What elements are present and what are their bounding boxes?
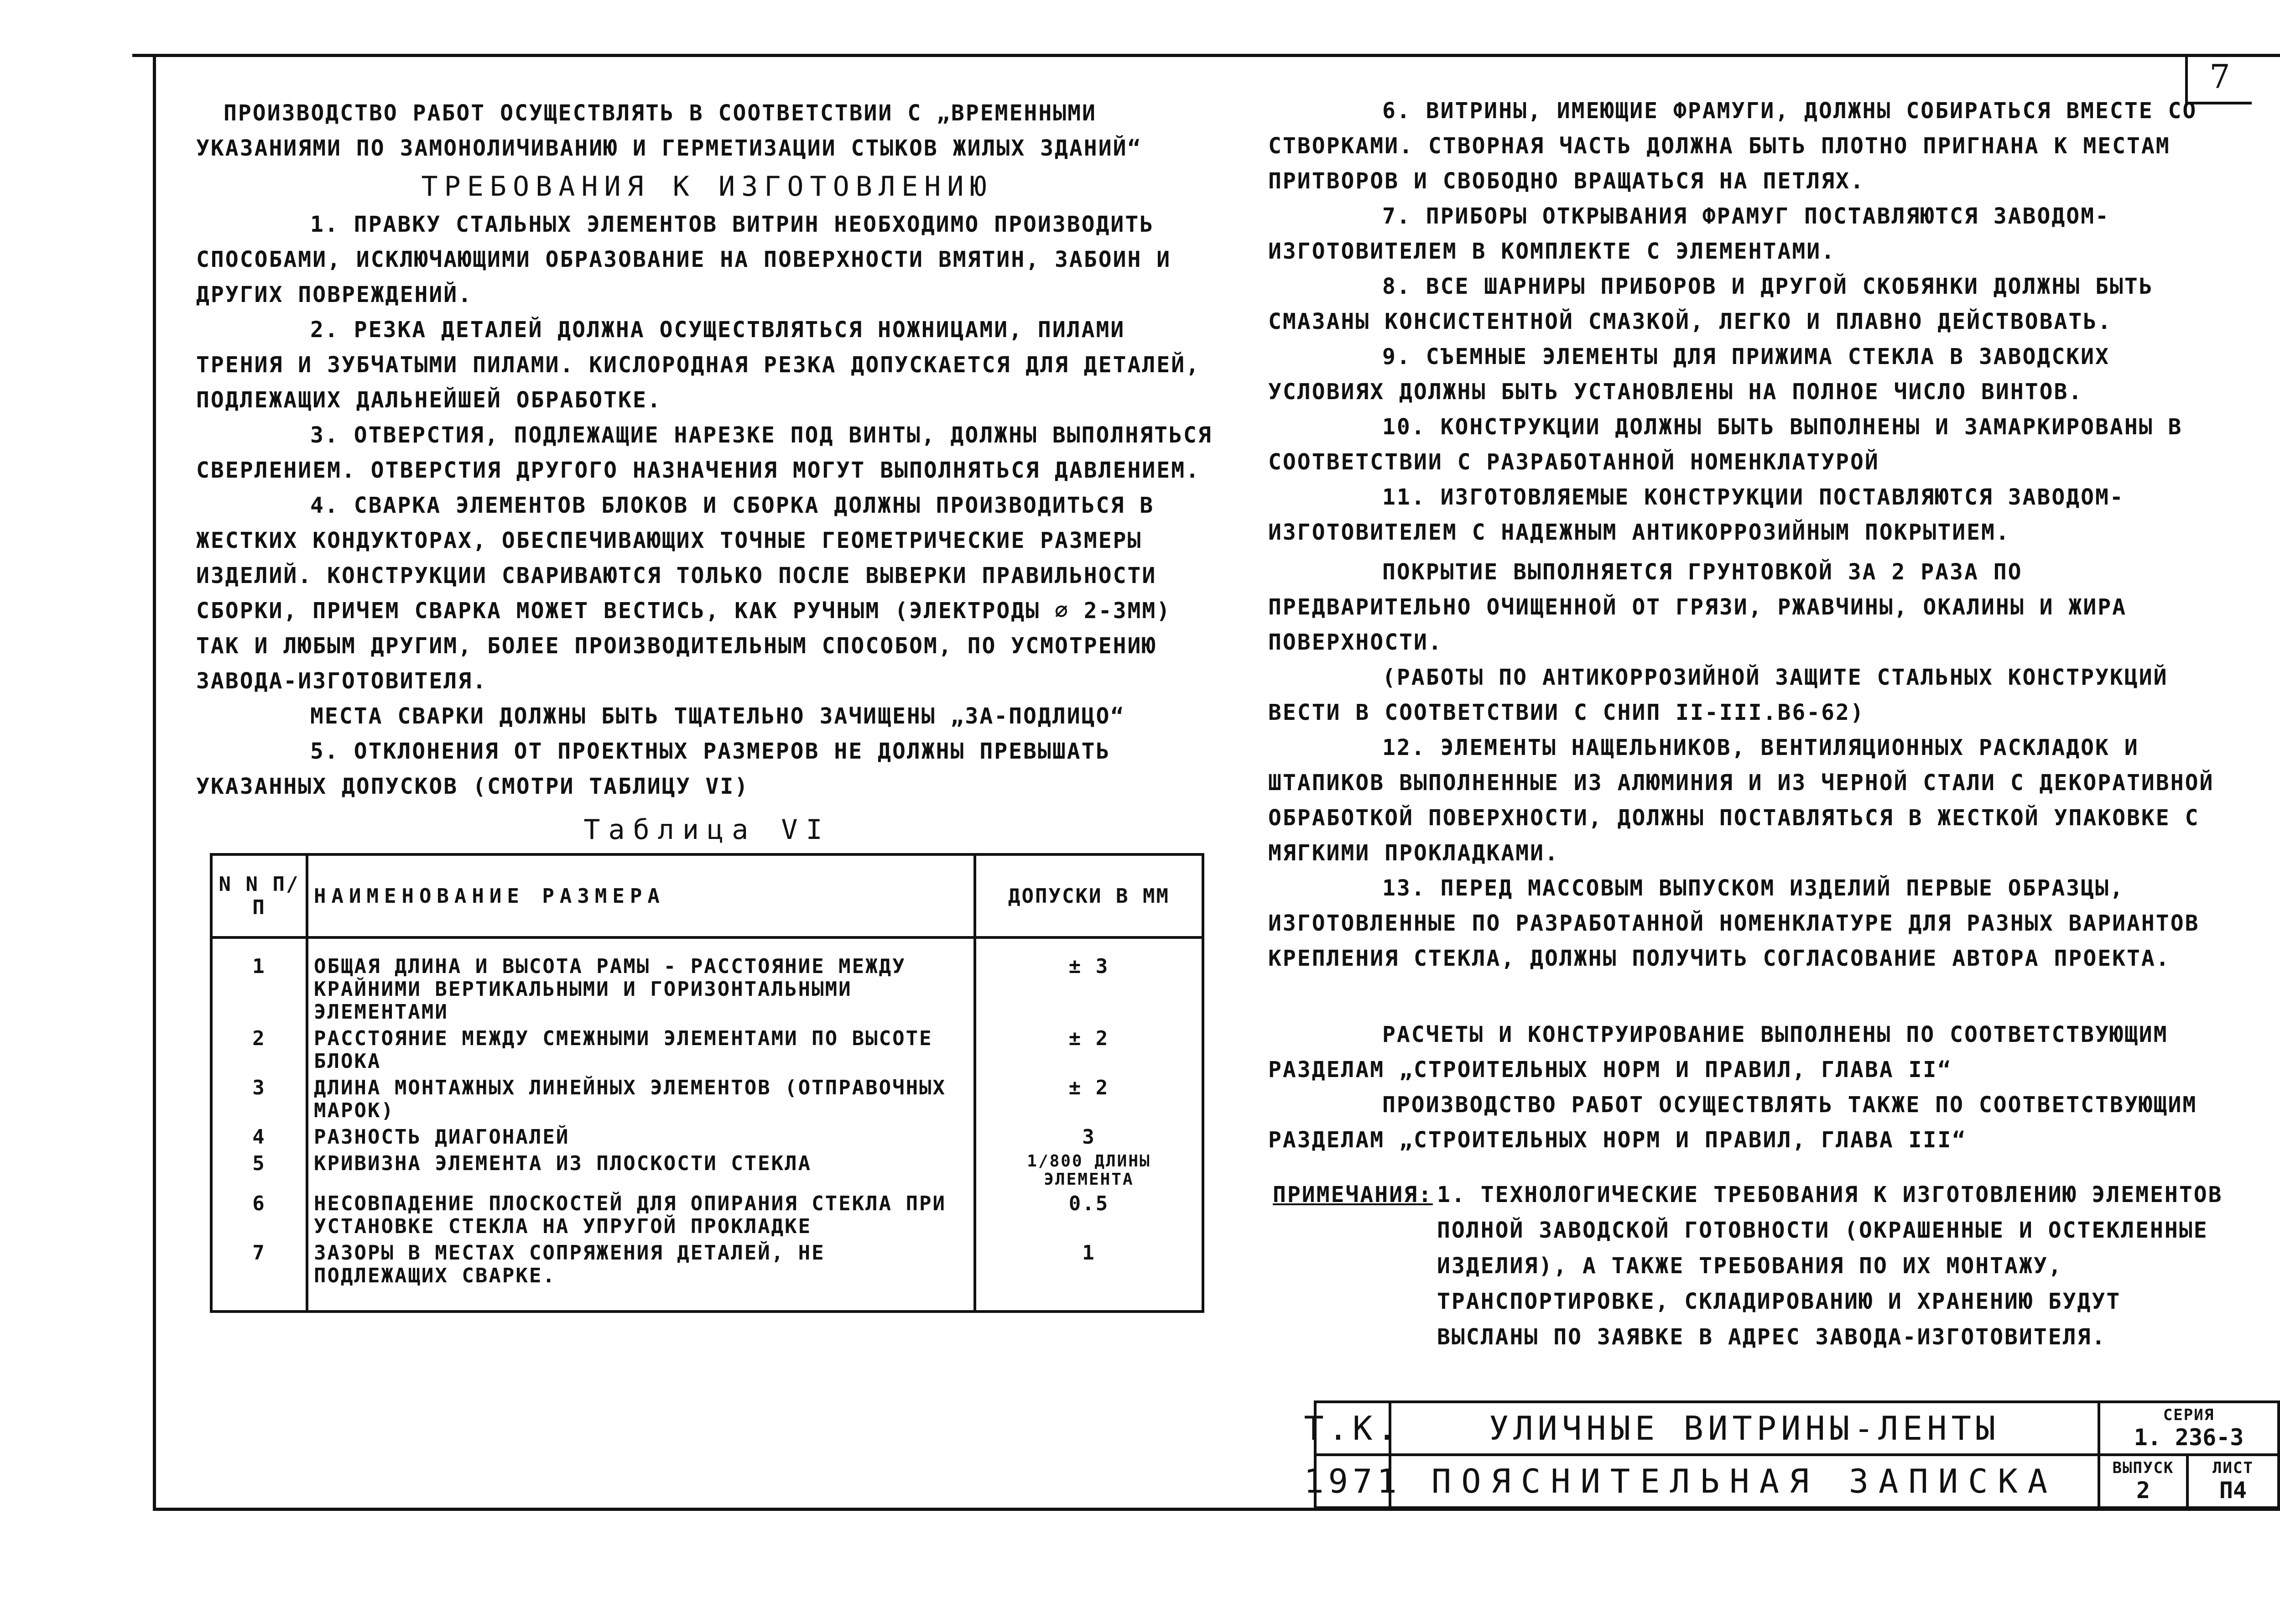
series-cell	[2098, 1400, 2280, 1456]
page-number: 7	[2185, 54, 2252, 104]
row-name: ЗАЗОРЫ В МЕСТАХ СОПРЯЖЕНИЯ ДЕТАЛЕЙ, НЕ ПОДЛЕЖАЩИХ СВАРКЕ.	[307, 1240, 975, 1312]
row-number: 7	[211, 1240, 307, 1312]
requirement-item: 2. РЕЗКА ДЕТАЛЕЙ ДОЛЖНА ОСУЩЕСТВЛЯТЬСЯ НОЖНИЦАМИ, ПИЛАМИ ТРЕНИЯ И ЗУБЧАТЫМИ ПИЛАМИ. КИСЛОРОДНАЯ РЕЗКА ДОПУСКАЕТСЯ ДЛЯ ДЕТАЛЕЙ, ПОДЛЕЖАЩИХ ДАЛЬНЕЙШЕЙ ОБРАБОТКЕ.	[196, 317, 1200, 413]
requirement-item: 9. СЪЕМНЫЕ ЭЛЕМЕНТЫ ДЛЯ ПРИЖИМА СТЕКЛА В ЗАВОДСКИХ УСЛОВИЯХ ДОЛЖНЫ БЫТЬ УСТАНОВЛЕНЫ НА ПОЛНОЕ ЧИСЛО ВИНТОВ.	[1268, 344, 2110, 405]
row-name: РАССТОЯНИЕ МЕЖДУ СМЕЖНЫМИ ЭЛЕМЕНТАМИ ПО ВЫСОТЕ БЛОКА	[307, 1025, 975, 1075]
series-value: 1. 236-3	[2134, 1424, 2244, 1451]
requirement-item: 7. ПРИБОРЫ ОТКРЫВАНИЯ ФРАМУГ ПОСТАВЛЯЮТСЯ ЗАВОДОМ-ИЗГОТОВИТЕЛЕМ В КОМПЛЕКТЕ С ЭЛЕМЕНТАМИ.	[1268, 203, 2110, 264]
row-number: 2	[211, 1025, 307, 1075]
row-tolerance: 3	[975, 1124, 1203, 1150]
issue-value: 2	[2136, 1477, 2150, 1504]
table-row	[211, 1124, 1203, 1150]
left-column	[196, 96, 1218, 853]
row-tolerance: 1	[975, 1240, 1203, 1312]
table-row	[211, 937, 1203, 1025]
tolerance-table	[210, 853, 1204, 1313]
sheet-value: П4	[2219, 1477, 2247, 1504]
coating-paragraph: ПОКРЫТИЕ ВЫПОЛНЯЕТСЯ ГРУНТОВКОЙ ЗА 2 РАЗА ПО ПРЕДВАРИТЕЛЬНО ОЧИЩЕННОЙ ОТ ГРЯЗИ, РЖАВЧИНЫ, ОКАЛИНЫ И ЖИРА ПОВЕРХНОСТИ.	[1268, 559, 2127, 655]
row-name: РАЗНОСТЬ ДИАГОНАЛЕЙ	[307, 1124, 975, 1150]
right-column	[1268, 94, 2231, 1158]
issue-label: ВЫПУСК	[2112, 1459, 2174, 1477]
requirement-item: 13. ПЕРЕД МАССОВЫМ ВЫПУСКОМ ИЗДЕЛИЙ ПЕРВЫЕ ОБРАЗЦЫ, ИЗГОТОВЛЕННЫЕ ПО РАЗРАБОТАННОЙ НОМЕНКЛАТУРЕ ДЛЯ РАЗНЫХ ВАРИАНТОВ КРЕПЛЕНИЯ СТЕКЛА, ДОЛЖНЫ ПОЛУЧИТЬ СОГЛАСОВАНИЕ АВТОРА ПРОЕКТА.	[1268, 875, 2200, 971]
snip-reference: (РАБОТЫ ПО АНТИКОРРОЗИЙНОЙ ЗАЩИТЕ СТАЛЬНЫХ КОНСТРУКЦИЙ ВЕСТИ В СООТВЕТСТВИИ С СНИП II-III.В6-62)	[1268, 665, 2168, 725]
table-row	[211, 1075, 1203, 1124]
table-row	[211, 1240, 1203, 1312]
table-row	[211, 1025, 1203, 1075]
table-header-tolerance: ДОПУСКИ В ММ	[975, 854, 1203, 937]
row-number: 6	[211, 1191, 307, 1240]
table-header-number: N N П/П	[211, 854, 307, 937]
calc-paragraph: РАСЧЕТЫ И КОНСТРУИРОВАНИЕ ВЫПОЛНЕНЫ ПО СООТВЕТСТВУЮЩИМ РАЗДЕЛАМ „СТРОИТЕЛЬНЫХ НОРМ И ПРАВИЛ, ГЛАВА II“	[1268, 1022, 2168, 1083]
row-number: 1	[211, 937, 307, 1025]
requirement-item: 10. КОНСТРУКЦИИ ДОЛЖНЫ БЫТЬ ВЫПОЛНЕНЫ И ЗАМАРКИРОВАНЫ В СООТВЕТСТВИИ С РАЗРАБОТАННОЙ НОМЕНКЛАТУРОЙ	[1268, 414, 2183, 475]
row-name: КРИВИЗНА ЭЛЕМЕНТА ИЗ ПЛОСКОСТИ СТЕКЛА	[307, 1150, 975, 1191]
notes-label: ПРИМЕЧАНИЯ:	[1273, 1182, 1433, 1208]
sheet-cell	[2186, 1453, 2280, 1509]
sheet-label: ЛИСТ	[2212, 1459, 2254, 1477]
row-tolerance: 1/800 ДЛИНЫ ЭЛЕМЕНТА	[975, 1150, 1203, 1191]
table-row	[211, 1191, 1203, 1240]
issue-cell	[2098, 1453, 2189, 1509]
row-number: 5	[211, 1150, 307, 1191]
row-tolerance: ± 2	[975, 1075, 1203, 1124]
year-cell: 1971	[1314, 1453, 1391, 1509]
requirement-item: 11. ИЗГОТОВЛЯЕМЫЕ КОНСТРУКЦИИ ПОСТАВЛЯЮТСЯ ЗАВОДОМ-ИЗГОТОВИТЕЛЕМ С НАДЕЖНЫМ АНТИКОРРОЗИЙНЫМ ПОКРЫТИЕМ.	[1268, 484, 2124, 545]
row-tolerance: ± 3	[975, 937, 1203, 1025]
requirement-item: 12. ЭЛЕМЕНТЫ НАЩЕЛЬНИКОВ, ВЕНТИЛЯЦИОННЫХ РАСКЛАДОК И ШТАПИКОВ ВЫПОЛНЕННЫЕ ИЗ АЛЮМИНИЯ И ИЗ ЧЕРНОЙ СТАЛИ С ДЕКОРАТИВНОЙ ОБРАБОТКОЙ ПОВЕРХНОСТИ, ДОЛЖНЫ ПОСТАВЛЯТЬСЯ В ЖЕСТКОЙ УПАКОВКЕ С МЯГКИМИ ПРОКЛАДКАМИ.	[1268, 735, 2214, 866]
requirement-item: 3. ОТВЕРСТИЯ, ПОДЛЕЖАЩИЕ НАРЕЗКЕ ПОД ВИНТЫ, ДОЛЖНЫ ВЫПОЛНЯТЬСЯ СВЕРЛЕНИЕМ. ОТВЕРСТИЯ ДРУГОГО НАЗНАЧЕНИЯ МОГУТ ВЫПОЛНЯТЬСЯ ДАВЛЕНИЕМ.	[196, 422, 1213, 483]
row-number: 3	[211, 1075, 307, 1124]
notes-block	[1273, 1177, 2231, 1350]
drawing-title: УЛИЧНЫЕ ВИТРИНЫ-ЛЕНТЫ	[1389, 1400, 2100, 1456]
row-tolerance: 0.5	[975, 1191, 1203, 1240]
frame-top-line	[132, 54, 2280, 57]
row-tolerance: ± 2	[975, 1025, 1203, 1075]
requirement-item: 5. ОТКЛОНЕНИЯ ОТ ПРОЕКТНЫХ РАЗМЕРОВ НЕ ДОЛЖНЫ ПРЕВЫШАТЬ УКАЗАННЫХ ДОПУСКОВ (СМОТРИ ТАБЛИЦУ VI)	[196, 739, 1111, 799]
series-label: СЕРИЯ	[2163, 1406, 2215, 1424]
table-title: Таблица VI	[583, 814, 831, 846]
row-name: ДЛИНА МОНТАЖНЫХ ЛИНЕЙНЫХ ЭЛЕМЕНТОВ (ОТПРАВОЧНЫХ МАРОК)	[307, 1075, 975, 1124]
requirement-item: 4. СВАРКА ЭЛЕМЕНТОВ БЛОКОВ И СБОРКА ДОЛЖНЫ ПРОИЗВОДИТЬСЯ В ЖЕСТКИХ КОНДУКТОРАХ, ОБЕСПЕЧИВАЮЩИХ ТОЧНЫЕ ГЕОМЕТРИЧЕСКИЕ РАЗМЕРЫ ИЗДЕЛИЙ. КОНСТРУКЦИИ СВАРИВАЮТСЯ ТОЛЬКО ПОСЛЕ ВЫВЕРКИ ПРАВИЛЬНОСТИ СБОРКИ, ПРИЧЕМ СВАРКА МОЖЕТ ВЕСТИСЬ, КАК РУЧНЫМ (ЭЛЕКТРОДЫ ⌀ 2-3ММ) ТАК И ЛЮБЫМ ДРУГИМ, БОЛЕЕ ПРОИЗВОДИТЕЛЬНЫМ СПОСОБОМ, ПО УСМОТРЕНИЮ ЗАВОДА-ИЗГОТОВИТЕЛЯ.	[196, 493, 1171, 694]
drawing-subtitle: ПОЯСНИТЕЛЬНАЯ ЗАПИСКА	[1389, 1453, 2100, 1509]
requirement-item: 8. ВСЕ ШАРНИРЫ ПРИБОРОВ И ДРУГОЙ СКОБЯНКИ ДОЛЖНЫ БЫТЬ СМАЗАНЫ КОНСИСТЕНТНОЙ СМАЗКОЙ, ЛЕГКО И ПЛАВНО ДЕЙСТВОВАТЬ.	[1268, 274, 2154, 334]
requirement-item: 1. ПРАВКУ СТАЛЬНЫХ ЭЛЕМЕНТОВ ВИТРИН НЕОБХОДИМО ПРОИЗВОДИТЬ СПОСОБАМИ, ИСКЛЮЧАЮЩИМИ ОБРАЗОВАНИЕ НА ПОВЕРХНОСТИ ВМЯТИН, ЗАБОИН И ДРУГИХ ПОВРЕЖДЕНИЙ.	[196, 212, 1171, 307]
title-block	[1304, 1400, 2280, 1509]
notes-text: 1. ТЕХНОЛОГИЧЕСКИЕ ТРЕБОВАНИЯ К ИЗГОТОВЛЕНИЮ ЭЛЕМЕНТОВ ПОЛНОЙ ЗАВОДСКОЙ ГОТОВНОСТИ (ОКРАШЕННЫЕ И ОСТЕКЛЕННЫЕ ИЗДЕЛИЯ), А ТАКЖЕ ТРЕБОВАНИЯ ПО ИХ МОНТАЖУ, ТРАНСПОРТИРОВКЕ, СКЛАДИРОВАНИЮ И ХРАНЕНИЮ БУДУТ ВЫСЛАНЫ ПО ЗАЯВКЕ В АДРЕС ЗАВОДА-ИЗГОТОВИТЕЛЯ.	[1437, 1182, 2223, 1350]
row-number: 4	[211, 1124, 307, 1150]
table-row	[211, 1150, 1203, 1191]
calc-paragraph: ПРОИЗВОДСТВО РАБОТ ОСУЩЕСТВЛЯТЬ ТАКЖЕ ПО СООТВЕТСТВУЮЩИМ РАЗДЕЛАМ „СТРОИТЕЛЬНЫХ НОРМ И ПРАВИЛ, ГЛАВА III“	[1268, 1092, 2197, 1153]
intro-paragraph: ПРОИЗВОДСТВО РАБОТ ОСУЩЕСТВЛЯТЬ В СООТВЕТСТВИИ С „ВРЕМЕННЫМИ УКАЗАНИЯМИ ПО ЗАМОНОЛИЧИВАНИЮ И ГЕРМЕТИЗАЦИИ СТЫКОВ ЖИЛЫХ ЗДАНИЙ“	[196, 100, 1142, 161]
section-heading: ТРЕБОВАНИЯ К ИЗГОТОВЛЕНИЮ	[421, 171, 993, 203]
frame-left-line	[153, 54, 156, 1509]
row-name: ОБЩАЯ ДЛИНА И ВЫСОТА РАМЫ - РАССТОЯНИЕ МЕЖДУ КРАЙНИМИ ВЕРТИКАЛЬНЫМИ И ГОРИЗОНТАЛЬНЫМИ ЭЛЕМЕНТАМИ	[307, 937, 975, 1025]
table-header-name: НАИМЕНОВАНИЕ РАЗМЕРА	[307, 854, 975, 937]
code-cell: Т.К.	[1314, 1400, 1391, 1456]
requirement-item: 6. ВИТРИНЫ, ИМЕЮЩИЕ ФРАМУГИ, ДОЛЖНЫ СОБИРАТЬСЯ ВМЕСТЕ СО СТВОРКАМИ. СТВОРНАЯ ЧАСТЬ ДОЛЖНА БЫТЬ ПЛОТНО ПРИГНАНА К МЕСТАМ ПРИТВОРОВ И СВОБОДНО ВРАЩАТЬСЯ НА ПЕТЛЯХ.	[1268, 98, 2197, 194]
row-name: НЕСОВПАДЕНИЕ ПЛОСКОСТЕЙ ДЛЯ ОПИРАНИЯ СТЕКЛА ПРИ УСТАНОВКЕ СТЕКЛА НА УПРУГОЙ ПРОКЛАДКЕ	[307, 1191, 975, 1240]
requirement-item: МЕСТА СВАРКИ ДОЛЖНЫ БЫТЬ ТЩАТЕЛЬНО ЗАЧИЩЕНЫ „ЗА-ПОДЛИЦО“	[310, 703, 1125, 729]
